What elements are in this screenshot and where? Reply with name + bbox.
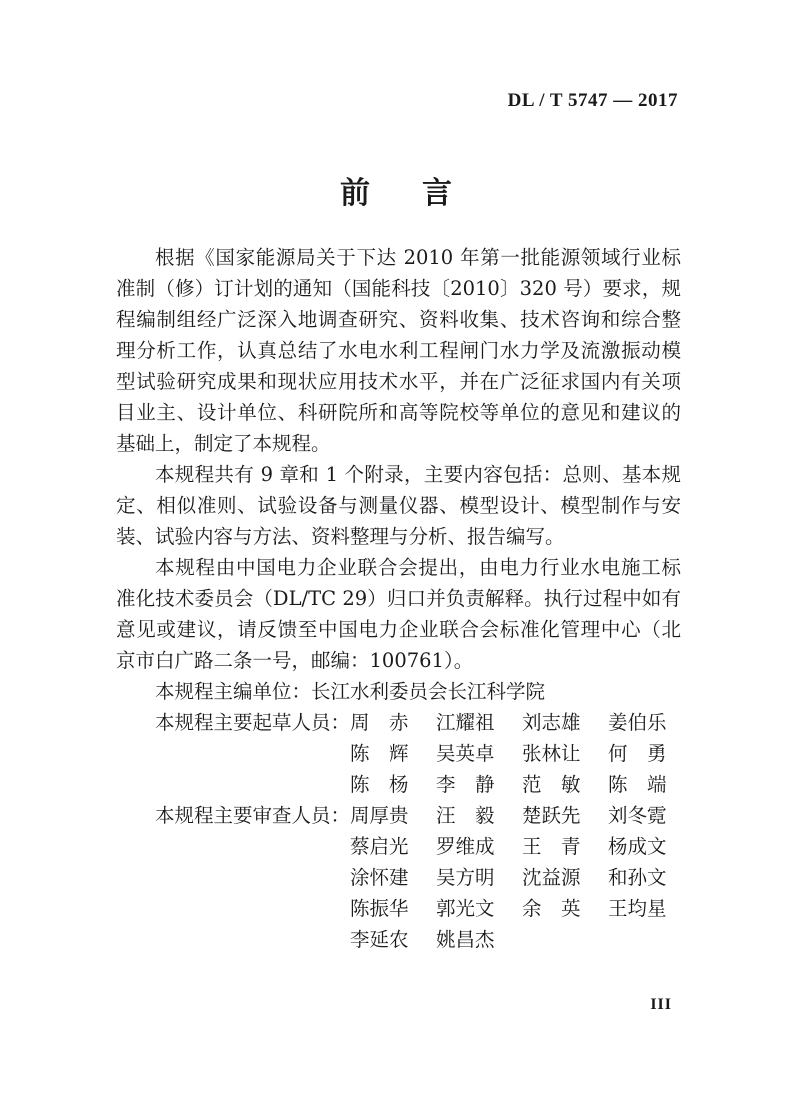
reviewer-name: 蔡启光: [350, 835, 409, 858]
reviewer-name: 李延农: [350, 928, 409, 951]
reviewer-name: 和孙文: [608, 866, 667, 889]
reviewer-name: 楚跃先: [522, 804, 581, 827]
reviewer-name: 王 青: [522, 835, 581, 858]
drafter-name: 陈 杨: [350, 773, 409, 796]
chief-unit: 本规程主编单位：长江水利委员会长江科学院: [155, 680, 546, 703]
paragraph-1: 根据《国家能源局关于下达 2010 年第一批能源领域行业标准制（修）订计划的通知（国能科技〔2010〕320 号）要求，规程编制组经广泛深入地调查研究、资料收集、技术咨询和综合整理分析工作，认真总结了水电水利工程闸门水力学及流激振动模型试验研究成果和现状应用技术水平，并在广泛征求国内有关项目业主、设计单位、科研院所和高等院校等单位的意见和建议的基础上，制定了本规程。: [116, 246, 681, 455]
reviewers-label: 本规程主要审查人员：: [155, 804, 351, 827]
preface-body: [116, 242, 681, 955]
page-title: 前言: [340, 176, 504, 211]
reviewer-name: 刘冬霓: [608, 804, 667, 827]
reviewer-name: 姚昌杰: [436, 928, 495, 951]
drafters-label: 本规程主要起草人员：: [155, 711, 351, 734]
reviewer-name: 陈振华: [350, 897, 409, 920]
drafter-name: 何 勇: [608, 742, 667, 765]
drafter-name: 吴英卓: [436, 742, 495, 765]
reviewers-block: [116, 800, 681, 955]
reviewer-name: 汪 毅: [436, 804, 495, 827]
paragraph-2: 本规程共有 9 章和 1 个附录，主要内容包括：总则、基本规定、相似准则、试验设备与测量仪器、模型设计、模型制作与安装、试验内容与方法、资料整理与分析、报告编写。: [116, 463, 681, 548]
reviewer-name: 沈益源: [522, 866, 581, 889]
drafter-name: 刘志雄: [522, 711, 581, 734]
standard-code: DL / T 5747 — 2017: [507, 90, 678, 111]
reviewer-name: 涂怀建: [350, 866, 409, 889]
drafter-name: 陈 辉: [350, 742, 409, 765]
drafter-name: 江耀祖: [436, 711, 495, 734]
reviewer-name: 杨成文: [608, 835, 667, 858]
drafter-name: 陈 端: [608, 773, 667, 796]
drafter-name: 李 静: [436, 773, 495, 796]
reviewer-name: 吴方明: [436, 866, 495, 889]
reviewer-name: 周厚贵: [350, 804, 409, 827]
reviewer-name: 王均星: [608, 897, 667, 920]
drafters-block: [116, 707, 681, 800]
drafter-name: 范 敏: [522, 773, 581, 796]
reviewer-name: 余 英: [522, 897, 581, 920]
drafters-list: [350, 707, 694, 800]
drafter-name: 张林让: [522, 742, 581, 765]
page-number: III: [650, 996, 672, 1013]
paragraph-3: 本规程由中国电力企业联合会提出，由电力行业水电施工标准化技术委员会（DL/TC 29）归口并负责解释。执行过程中如有意见或建议，请反馈至中国电力企业联合会标准化管理中心（北京市白广路二条一号，邮编：100761）。: [116, 556, 681, 672]
drafter-name: 姜伯乐: [608, 711, 667, 734]
reviewer-name: 罗维成: [436, 835, 495, 858]
drafter-name: 周 赤: [350, 711, 409, 734]
reviewers-list: [350, 800, 694, 955]
reviewer-name: 郭光文: [436, 897, 495, 920]
